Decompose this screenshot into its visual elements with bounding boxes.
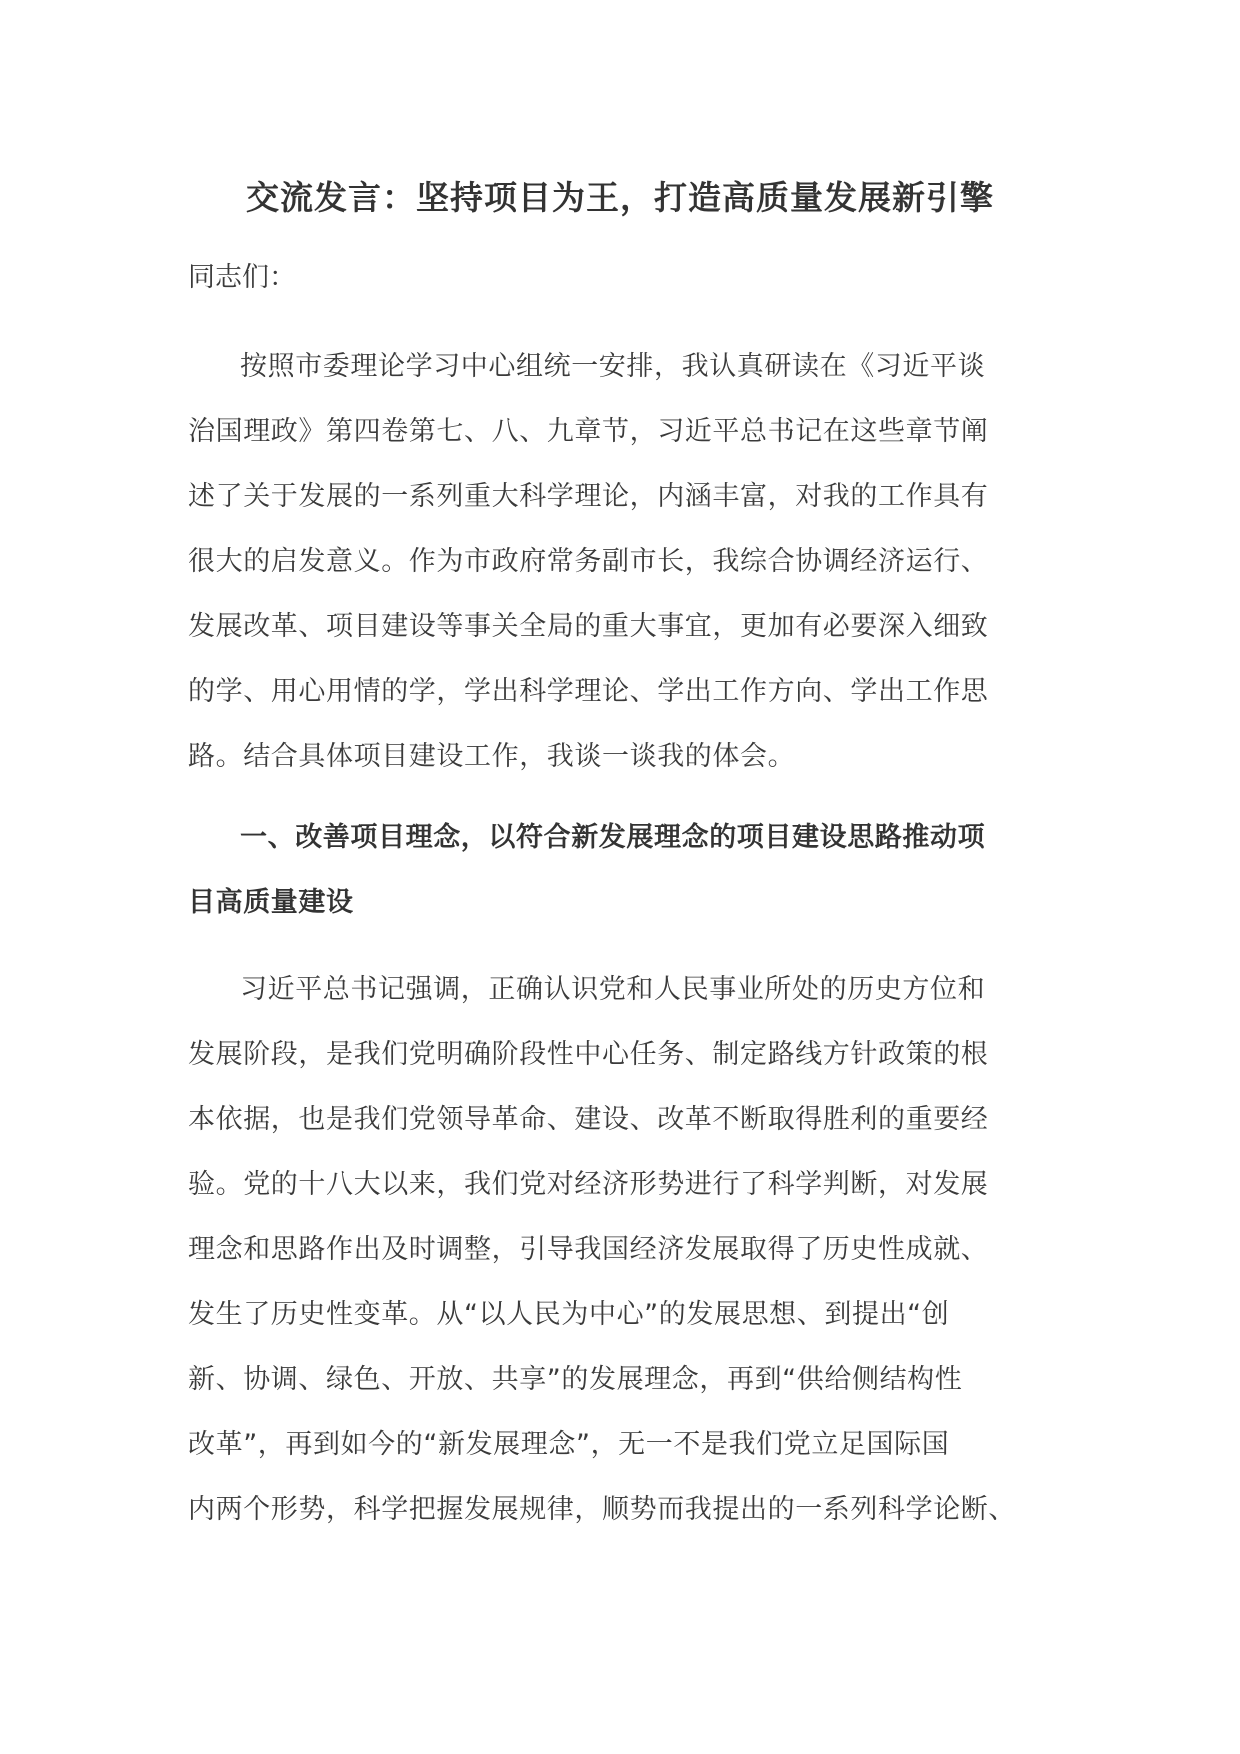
paragraph-line: 改革”，再到如今的“新发展理念”，无一不是我们党立足国际国 xyxy=(188,1429,950,1460)
section-heading-1 xyxy=(188,805,1068,935)
paragraph-line: 习近平总书记强调，正确认识党和人民事业所处的历史方位和 xyxy=(240,974,986,1005)
heading-line: 目高质量建设 xyxy=(188,887,354,918)
paragraph-line: 新、协调、绿色、开放、共享”的发展理念，再到“供给侧结构性 xyxy=(188,1364,963,1395)
paragraph-line: 本依据，也是我们党领导革命、建设、改革不断取得胜利的重要经 xyxy=(188,1104,989,1135)
paragraph-line: 的学、用心用情的学，学出科学理论、学出工作方向、学出工作思 xyxy=(188,676,989,707)
paragraph-line: 发展阶段，是我们党明确阶段性中心任务、制定路线方针政策的根 xyxy=(188,1039,989,1070)
paragraph-line: 发展改革、项目建设等事关全局的重大事宜，更加有必要深入细致 xyxy=(188,611,989,642)
document-title: 交流发言：坚持项目为王，打造高质量发展新引擎 xyxy=(246,178,994,217)
paragraph-line: 验。党的十八大以来，我们党对经济形势进行了科学判断，对发展 xyxy=(188,1169,989,1200)
paragraph-line: 内两个形势，科学把握发展规律，顺势而我提出的一系列科学论断、 xyxy=(188,1494,1016,1525)
paragraph-line: 发生了历史性变革。从“以人民为中心”的发展思想、到提出“创 xyxy=(188,1299,950,1330)
paragraph-intro xyxy=(188,334,1068,789)
heading-line: 一、改善项目理念，以符合新发展理念的项目建设思路推动项 xyxy=(240,822,986,853)
paragraph-line: 路。结合具体项目建设工作，我谈一谈我的体会。 xyxy=(188,741,796,772)
paragraph-line: 按照市委理论学习中心组统一安排，我认真研读在《习近平谈 xyxy=(240,351,986,382)
paragraph-line: 很大的启发意义。作为市政府常务副市长，我综合协调经济运行、 xyxy=(188,546,989,577)
paragraph-line: 治国理政》第四卷第七、八、九章节，习近平总书记在这些章节阐 xyxy=(188,416,989,447)
paragraph-section-1 xyxy=(188,957,1068,1542)
salutation: 同志们： xyxy=(188,262,296,293)
paragraph-line: 述了关于发展的一系列重大科学理论，内涵丰富，对我的工作具有 xyxy=(188,481,989,512)
paragraph-line: 理念和思路作出及时调整，引导我国经济发展取得了历史性成就、 xyxy=(188,1234,989,1265)
